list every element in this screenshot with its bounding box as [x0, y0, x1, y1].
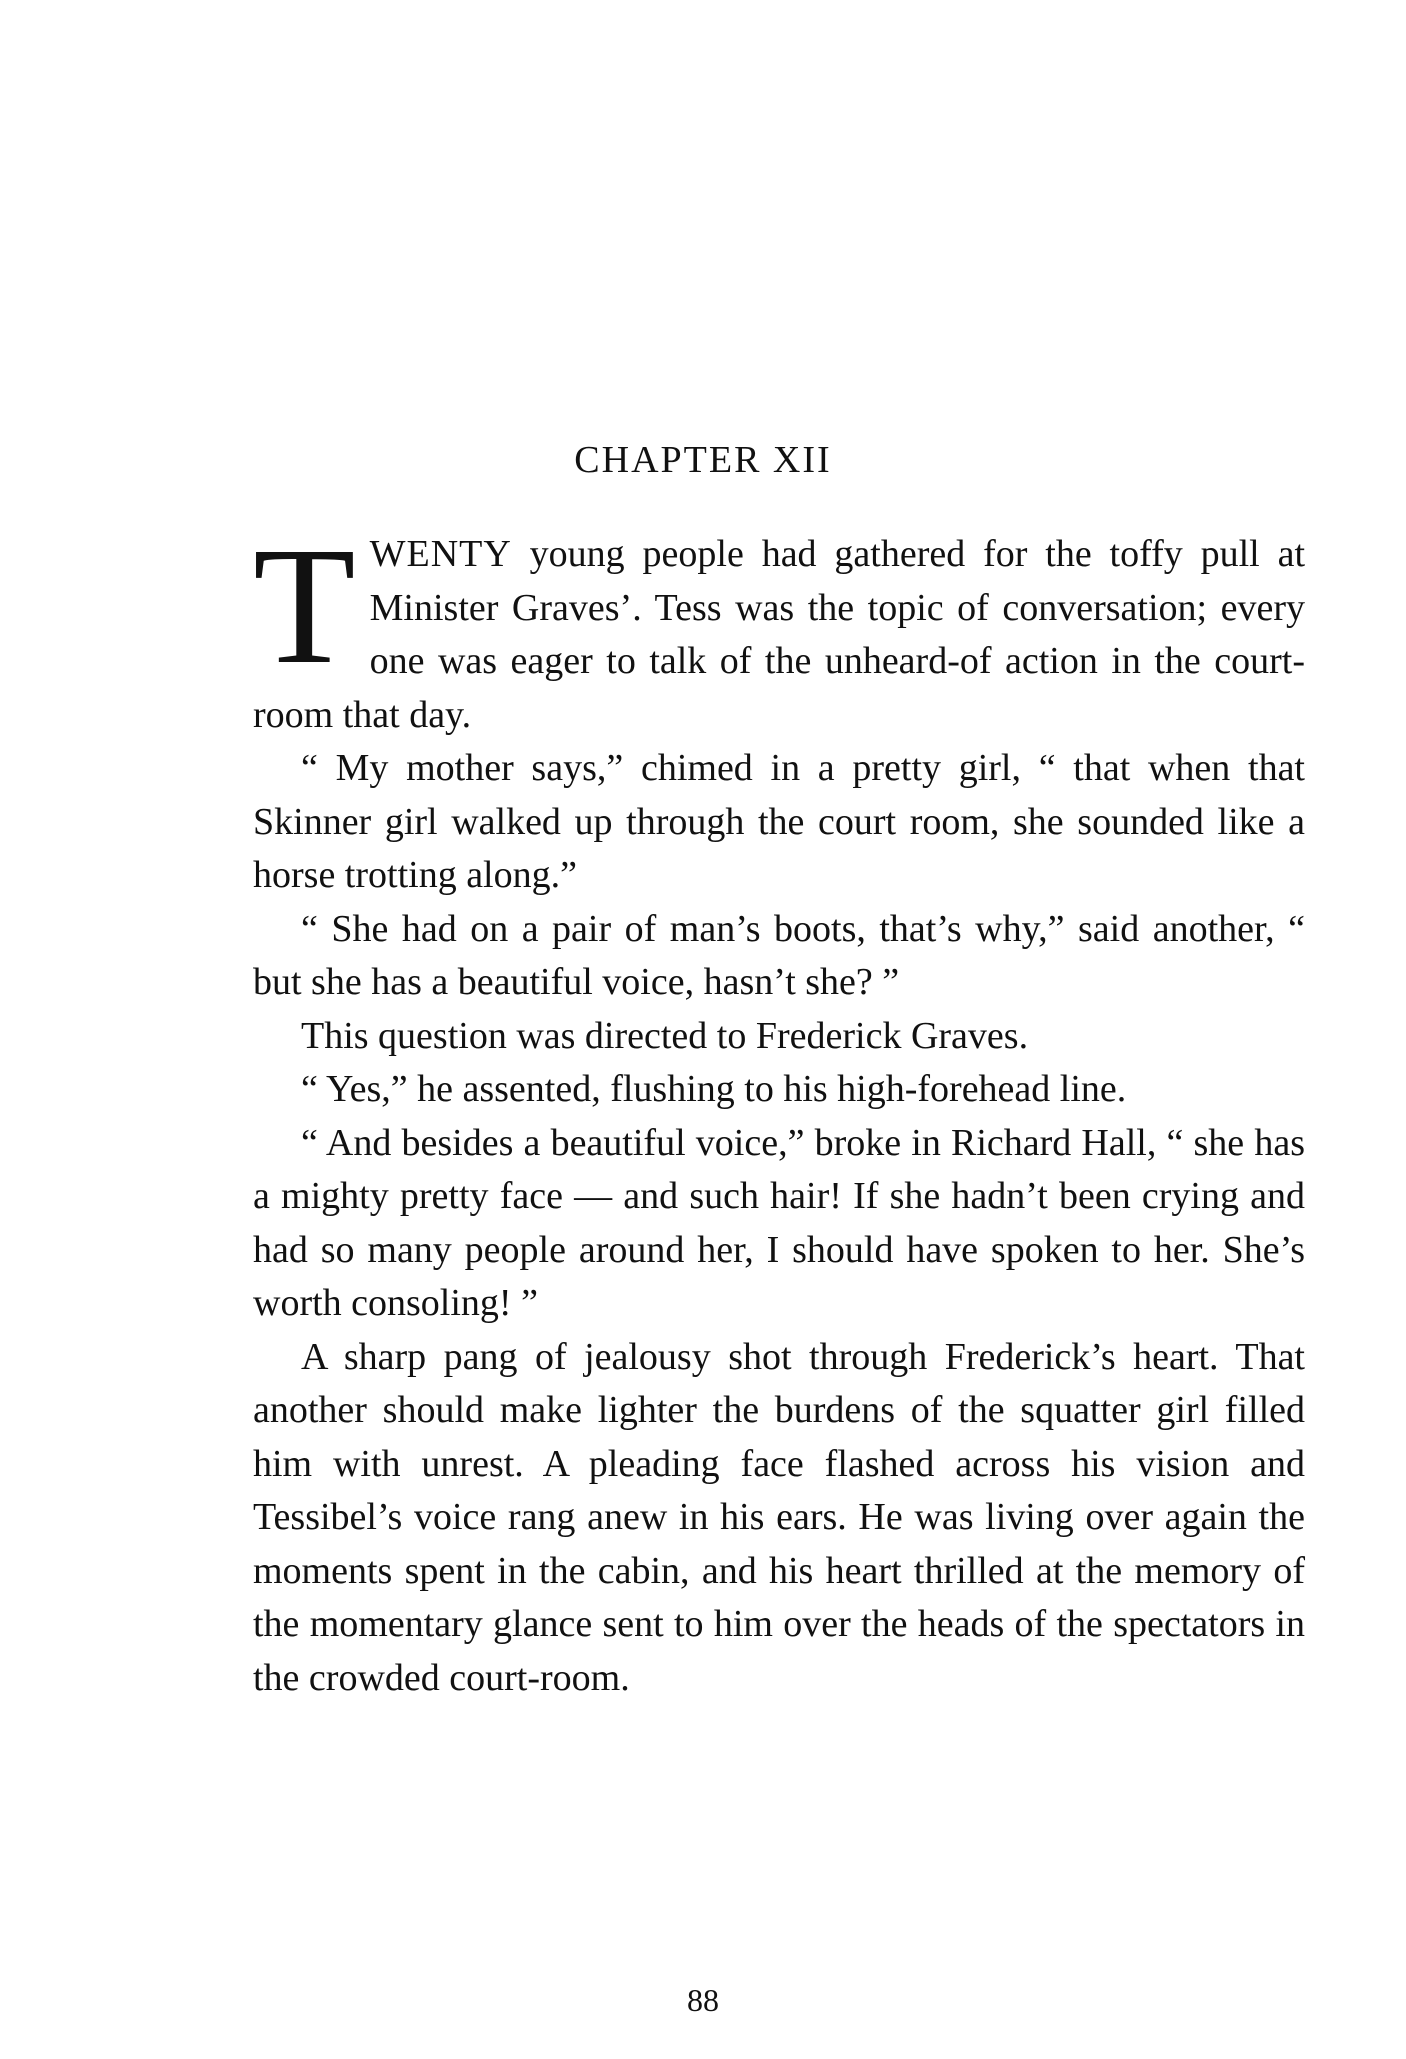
- drop-cap: T: [253, 513, 356, 699]
- paragraph-2: “ My mother says,” chimed in a pretty girl, “ that when that Skinner girl walked up through the court room, she sounded like a horse trotting along.”: [253, 747, 1305, 896]
- paragraph-5: “ Yes,” he assented, flushing to his high-forehead line.: [301, 1068, 1127, 1110]
- paragraph-4: This question was directed to Frederick Graves.: [301, 1014, 1029, 1057]
- paragraph-1-text: young people had gathered for the toffy pull at Minister Graves’. Tess was the topic of conversation; every one was eager to talk of the unheard-of action in the court-room that day.: [253, 533, 1305, 736]
- page-number: 88: [687, 1982, 719, 2018]
- paragraph-7: A sharp pang of jealousy shot through Frederick’s heart. That another should make lighter the burdens of the squatter girl filled him with unrest. A pleading face flashed across his vision and Tessibel’s voice rang anew in his ears. He was living over again the moments spent in the cabin, and his heart thrilled at the memory of the momentary glance sent to him over the heads of the spectators in the crowded court-room.: [253, 1335, 1305, 1699]
- paragraph-6: “ And besides a beautiful voice,” broke in Richard Hall, “ she has a mighty pretty face — and such hair! If she hadn’t been crying and had so many people around her, I should have spoken to her. She’s worth consoling! ”: [253, 1121, 1305, 1324]
- paragraph-3: “ She had on a pair of man’s boots, that’s why,” said another, “ but she has a beautiful voice, hasn’t she? ”: [253, 907, 1305, 1003]
- paragraph-1: [253, 513, 1305, 742]
- first-word-rest: WENTY: [369, 533, 512, 575]
- chapter-body: [253, 513, 1305, 1705]
- chapter-title: CHAPTER XII: [574, 439, 832, 481]
